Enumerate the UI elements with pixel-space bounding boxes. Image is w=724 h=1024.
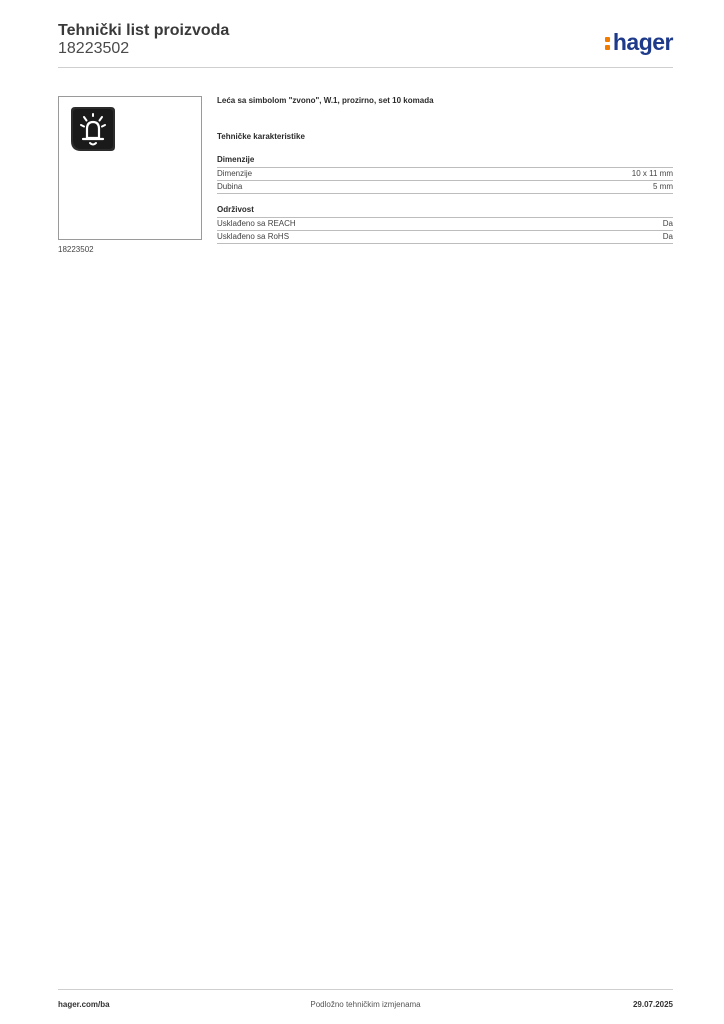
spec-group-title: Dimenzije xyxy=(217,155,673,168)
product-image-frame xyxy=(58,96,202,240)
product-description: Leća sa simbolom "zvono", W.1, prozirno, set 10 komada xyxy=(217,96,434,105)
spec-row xyxy=(217,181,673,194)
image-caption: 18223502 xyxy=(58,245,94,254)
logo-text: hager xyxy=(612,29,673,55)
spec-label: Usklađeno sa REACH xyxy=(217,219,296,228)
spec-label: Dubina xyxy=(217,182,243,191)
bell-lens-icon xyxy=(67,103,119,155)
page-title: Tehnički list proizvoda xyxy=(58,22,230,39)
spec-row xyxy=(217,231,673,244)
specs-section-title: Tehničke karakteristike xyxy=(217,132,305,141)
product-details xyxy=(217,96,673,244)
footer-website-link[interactable]: hager.com/ba xyxy=(58,1000,110,1009)
footer-date: 29.07.2025 xyxy=(632,1000,673,1009)
spec-value: 5 mm xyxy=(653,182,673,191)
product-number: 18223502 xyxy=(58,40,130,57)
spec-value: Da xyxy=(662,232,673,241)
spec-label: Usklađeno sa RoHS xyxy=(217,232,290,241)
spec-row xyxy=(217,218,673,231)
hager-logo xyxy=(605,30,673,54)
spec-group-title: Održivost xyxy=(217,205,673,218)
spec-value: 10 x 11 mm xyxy=(631,169,673,178)
spec-label: Dimenzije xyxy=(217,169,253,178)
page-header xyxy=(58,22,673,68)
spec-row xyxy=(217,168,673,181)
page-footer xyxy=(58,989,673,1015)
spec-value: Da xyxy=(662,219,673,228)
logo-colon-icon xyxy=(605,36,611,50)
footer-note: Podložno tehničkim izmjenama xyxy=(310,1000,421,1009)
